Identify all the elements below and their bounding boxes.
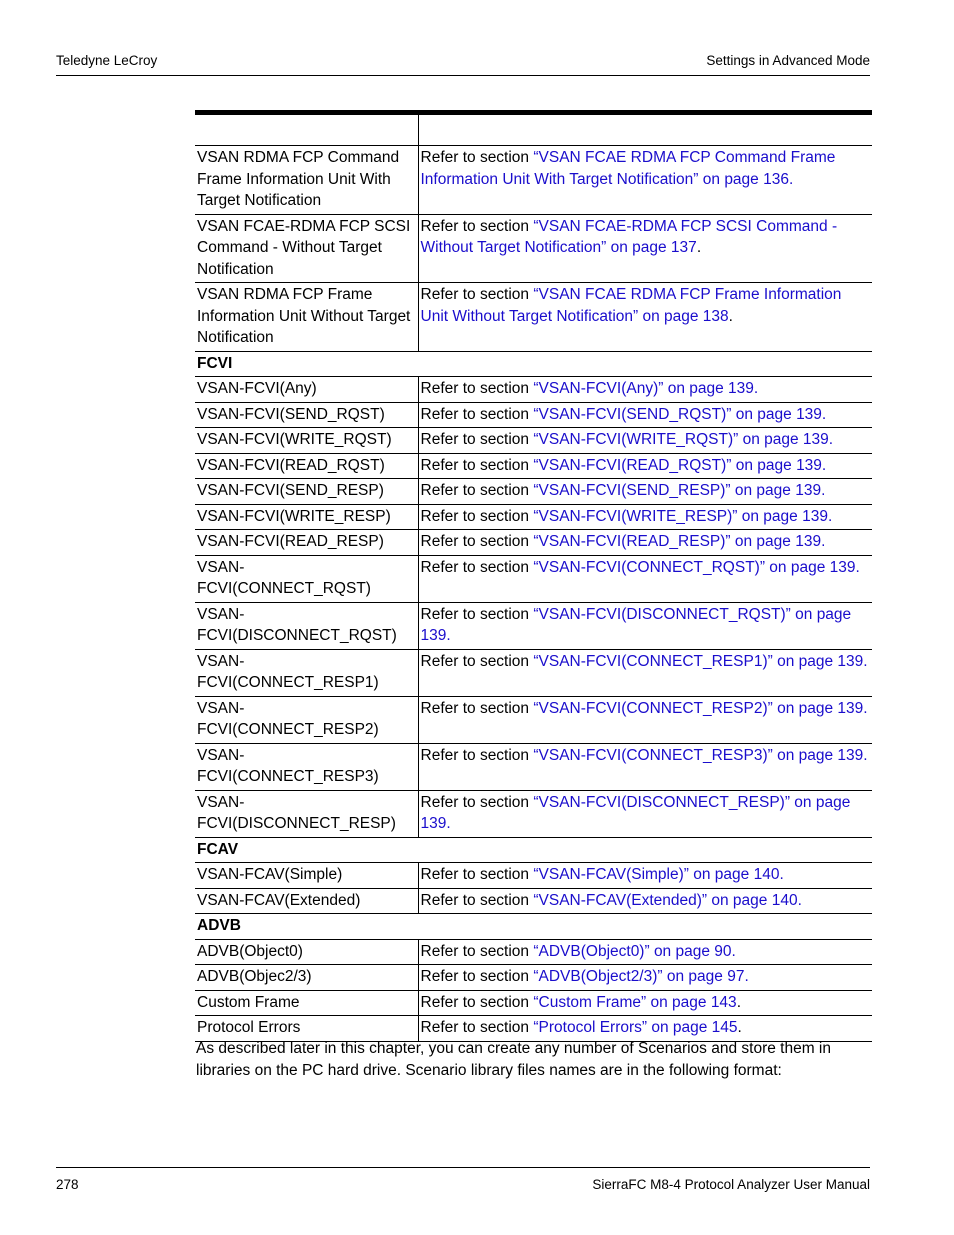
reference-prefix: Refer to section [420, 793, 534, 811]
table-row [195, 283, 872, 352]
reference-cell [418, 428, 872, 454]
section-link[interactable]: “VSAN-FCAV(Extended)” on page 140. [533, 891, 802, 909]
frame-type-cell: VSAN-FCAV(Simple) [195, 863, 418, 889]
frame-type-cell: VSAN-FCVI(CONNECT_RESP3) [195, 743, 418, 790]
section-link[interactable]: “VSAN-FCVI(DISCONNECT_RQST)” on page 139. [420, 605, 852, 644]
frame-type-cell: VSAN-FCVI(CONNECT_RESP2) [195, 696, 418, 743]
frame-type-cell: VSAN-FCVI(CONNECT_RESP1) [195, 649, 418, 696]
table-row [195, 214, 872, 283]
table-row [195, 743, 872, 790]
table-row [195, 990, 872, 1016]
reference-cell [418, 555, 872, 602]
section-link[interactable]: “VSAN-FCVI(WRITE_RQST)” on page 139. [533, 431, 834, 448]
table-header-row [195, 113, 872, 146]
protocol-reference-table [195, 110, 872, 1042]
table-row [195, 555, 872, 602]
frame-type-cell: VSAN-FCVI(SEND_RESP) [195, 479, 418, 505]
frame-type-cell: VSAN-FCAV(Extended) [195, 888, 418, 914]
reference-prefix: Refer to section [420, 286, 534, 303]
reference-cell [418, 530, 872, 556]
reference-cell [418, 939, 872, 965]
reference-prefix: Refer to section [420, 533, 534, 550]
frame-type-cell: VSAN-FCVI(CONNECT_RQST) [195, 555, 418, 602]
table-row [195, 504, 872, 530]
reference-cell [418, 402, 872, 428]
reference-cell [418, 479, 872, 505]
section-link[interactable]: “VSAN-FCVI(CONNECT_RQST)” on page 139. [533, 558, 860, 576]
reference-cell [418, 990, 872, 1016]
frame-type-cell: ADVB(Object0) [195, 939, 418, 965]
reference-prefix: Refer to section [420, 149, 534, 166]
section-heading: FCAV [195, 837, 872, 863]
reference-prefix: Refer to section [420, 431, 534, 448]
header-company: Teledyne LeCroy [56, 53, 158, 68]
table-row [195, 402, 872, 428]
reference-prefix: Refer to section [420, 482, 534, 499]
frame-type-cell: Custom Frame [195, 990, 418, 1016]
section-link[interactable]: “Custom Frame” on page 143 [533, 993, 737, 1011]
reference-prefix: Refer to section [420, 891, 534, 909]
frame-type-cell: VSAN RDMA FCP Command Frame Information Unit With Target Notification [195, 146, 418, 215]
reference-suffix: . [696, 239, 702, 256]
reference-cell [418, 888, 872, 914]
section-link[interactable]: “VSAN FCAE-RDMA FCP SCSI Command - Without Target Notification” on page 137 [420, 217, 838, 256]
table-row [195, 649, 872, 696]
section-link[interactable]: “VSAN FCAE RDMA FCP Frame Information Unit Without Target Notification” on page 138 [420, 286, 842, 325]
table-section-row [195, 837, 872, 863]
reference-prefix: Refer to section [420, 380, 534, 397]
table-row [195, 453, 872, 479]
reference-cell [418, 863, 872, 889]
table-row [195, 863, 872, 889]
reference-prefix: Refer to section [420, 558, 534, 576]
reference-prefix: Refer to section [420, 405, 534, 423]
section-heading: ADVB [195, 914, 872, 940]
frame-type-cell: VSAN-FCVI(Any) [195, 377, 418, 403]
header-divider [56, 75, 870, 76]
frame-type-cell: VSAN-FCVI(READ_RESP) [195, 530, 418, 556]
frame-type-cell: VSAN-FCVI(DISCONNECT_RESP) [195, 790, 418, 837]
reference-cell [418, 214, 872, 283]
reference-suffix: . [728, 307, 733, 325]
section-link[interactable]: “VSAN-FCVI(WRITE_RESP)” on page 139. [533, 507, 833, 525]
header-section-title: Settings in Advanced Mode [706, 53, 870, 68]
table-header-cell [418, 113, 872, 146]
section-link[interactable]: “VSAN-FCAV(Simple)” on page 140. [533, 866, 784, 883]
table-row [195, 377, 872, 403]
frame-type-cell: VSAN-FCVI(SEND_RQST) [195, 402, 418, 428]
section-link[interactable]: “VSAN-FCVI(CONNECT_RESP2)” on page 139. [533, 699, 868, 717]
reference-cell [418, 283, 872, 352]
table-header-cell [195, 113, 418, 146]
frame-type-cell: VSAN-FCVI(READ_RQST) [195, 453, 418, 479]
reference-cell [418, 377, 872, 403]
table-row [195, 696, 872, 743]
reference-prefix: Refer to section [420, 652, 534, 670]
reference-prefix: Refer to section [420, 605, 534, 623]
frame-type-cell: Protocol Errors [195, 1016, 418, 1042]
table-row [195, 479, 872, 505]
footer-divider [56, 1167, 870, 1168]
table-row [195, 602, 872, 649]
reference-cell [418, 649, 872, 696]
table-section-row [195, 914, 872, 940]
table-row [195, 965, 872, 991]
table-row [195, 790, 872, 837]
frame-type-cell: VSAN-FCVI(WRITE_RESP) [195, 504, 418, 530]
reference-suffix: . [737, 1019, 742, 1036]
reference-prefix: Refer to section [420, 507, 534, 525]
section-link[interactable]: “VSAN-FCVI(READ_RQST)” on page 139. [533, 456, 827, 474]
reference-prefix: Refer to section [420, 699, 534, 717]
reference-cell [418, 146, 872, 215]
table-section-row [195, 351, 872, 377]
section-link[interactable]: “ADVB(Object2/3)” on page 97. [533, 968, 749, 985]
body-paragraph: As described later in this chapter, you can create any number of Scenarios and store them in libraries on the PC hard drive. Scenario library files names are in the following format: [196, 1040, 831, 1079]
section-link[interactable]: “VSAN-FCVI(Any)” on page 139. [533, 380, 759, 397]
section-link[interactable]: “VSAN-FCVI(SEND_RESP)” on page 139. [533, 482, 826, 499]
section-link[interactable]: “VSAN-FCVI(CONNECT_RESP1)” on page 139. [533, 652, 868, 670]
reference-suffix: . [736, 993, 741, 1011]
section-link[interactable]: “Protocol Errors” on page 145 [533, 1019, 738, 1036]
frame-type-cell: VSAN-FCVI(WRITE_RQST) [195, 428, 418, 454]
section-heading: FCVI [195, 351, 872, 377]
table-row [195, 146, 872, 215]
frame-type-cell: VSAN FCAE-RDMA FCP SCSI Command - Without Target Notification [195, 214, 418, 283]
section-link[interactable]: “ADVB(Object0)” on page 90. [533, 942, 736, 960]
section-link[interactable]: “VSAN-FCVI(CONNECT_RESP3)” on page 139. [533, 746, 868, 764]
section-link[interactable]: “VSAN-FCVI(SEND_RQST)” on page 139. [533, 405, 827, 423]
reference-cell [418, 743, 872, 790]
reference-prefix: Refer to section [420, 942, 534, 960]
section-link[interactable]: “VSAN-FCVI(DISCONNECT_RESP)” on page 139. [420, 793, 851, 832]
table-row [195, 939, 872, 965]
reference-prefix: Refer to section [420, 993, 534, 1011]
table-row [195, 428, 872, 454]
reference-prefix: Refer to section [420, 866, 534, 883]
reference-cell [418, 965, 872, 991]
reference-prefix: Refer to section [420, 746, 534, 764]
reference-cell [418, 504, 872, 530]
reference-cell [418, 453, 872, 479]
reference-prefix: Refer to section [420, 217, 534, 235]
table-row [195, 888, 872, 914]
reference-cell [418, 602, 872, 649]
section-link[interactable]: “VSAN FCAE RDMA FCP Command Frame Information Unit With Target Notification” on page 136. [420, 149, 836, 188]
frame-type-cell: VSAN-FCVI(DISCONNECT_RQST) [195, 602, 418, 649]
reference-prefix: Refer to section [420, 1019, 534, 1036]
reference-cell [418, 790, 872, 837]
reference-cell [418, 696, 872, 743]
table-row [195, 530, 872, 556]
manual-title: SierraFC M8-4 Protocol Analyzer User Manual [592, 1177, 870, 1192]
page-number: 278 [56, 1177, 79, 1192]
reference-prefix: Refer to section [420, 968, 534, 985]
frame-type-cell: VSAN RDMA FCP Frame Information Unit Without Target Notification [195, 283, 418, 352]
section-link[interactable]: “VSAN-FCVI(READ_RESP)” on page 139. [533, 533, 826, 550]
frame-type-cell: ADVB(Objec2/3) [195, 965, 418, 991]
reference-prefix: Refer to section [420, 456, 534, 474]
